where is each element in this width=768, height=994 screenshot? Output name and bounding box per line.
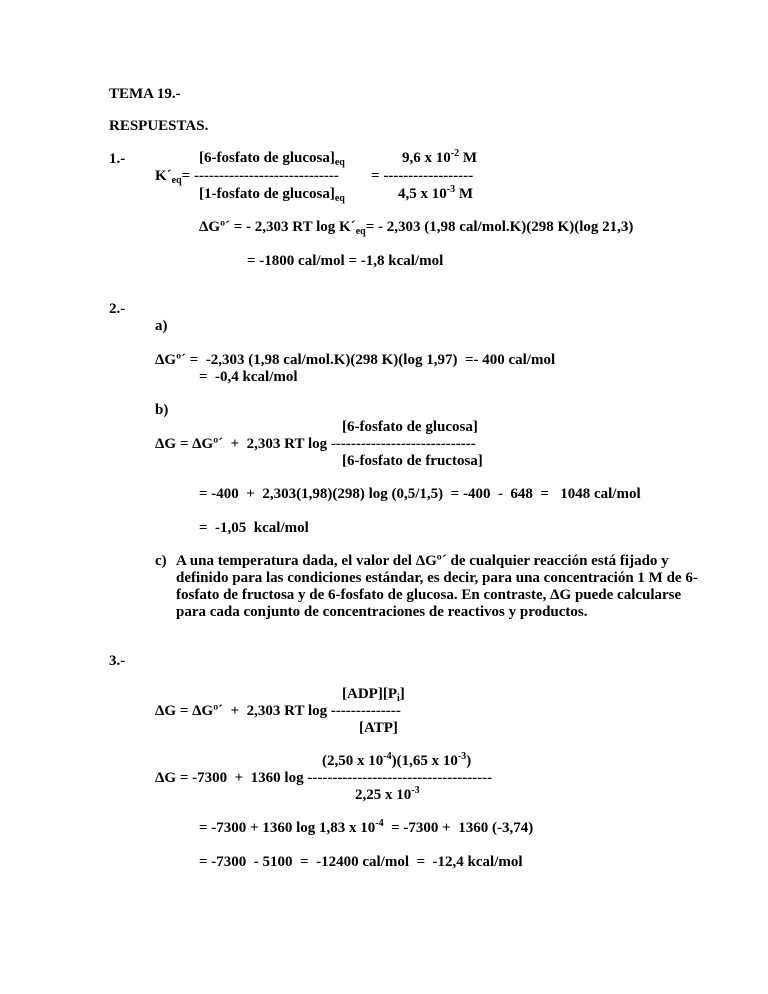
q1-second-fraction-line: = ------------------ <box>371 168 474 184</box>
q2-part-b-label: b) <box>155 402 169 418</box>
q3-step1: = -7300 + 1360 log 1,83 x $10^{-4} = -7300 + 1360$ (-3,74) <box>199 818 534 836</box>
q2-part-b-denominator: [6-fosfato de fructosa] <box>342 453 483 469</box>
q1-fraction-denominator: [1-fosfato de $glucosa]_{eq}$ <box>199 186 345 204</box>
q2-part-c-label: c) <box>155 553 167 569</box>
q2-part-b-result: = -1,05 kcal/mol <box>199 520 309 536</box>
q2-part-c-paragraph: A una temperatura dada, el valor del ΔGº´ de cualquier reacción está fijado y definido para las condiciones estándar, es decir, para una concentración 1 M de 6-fosfato de fructosa y de 6-fosfato de glucosa. En contraste, ΔG puede calcularse para cada conjunto de concentraciones de reactivos y productos. <box>176 553 698 620</box>
page-subtitle: RESPUESTAS. <box>109 118 209 134</box>
q1-value-numerator: 9,6 x $10^{-2}$ M <box>402 148 478 166</box>
q3-numeric-equation: ΔG = -7300 + 1360 log ------------------------------------- <box>155 770 493 786</box>
q1-value-denominator: 4,5 x $10^{-3}$ M <box>398 184 474 202</box>
q2-part-a-line1: ΔGº´ = -2,303 (1,98 cal/mol.K)(298 K)(log 1,97) =- 400 cal/mol <box>155 352 556 368</box>
q2-number: 2.- <box>109 301 126 317</box>
q2-part-a-line2: = -0,4 kcal/mol <box>199 369 298 385</box>
q3-step2: = -7300 - 5100 = -12400 cal/mol = -12,4 kcal/mol <box>199 854 523 870</box>
q1-delta-g-equation: ΔGº´ = - 2,303 RT $\log K´_{eq}= - 2,303$ (1,98 cal/mol.K)(298 K)(log 21,3) <box>199 219 634 237</box>
q1-result: = -1800 cal/mol = -1,8 kcal/mol <box>247 253 444 269</box>
q1-fraction-numerator: [6-fosfato de $glucosa]_{eq}$ <box>199 150 345 168</box>
q1-number: 1.- <box>109 151 126 167</box>
q2-part-b-equation: ΔG = ΔGº´ + 2,303 RT log ----------------------------- <box>155 436 476 452</box>
q3-denominator: [ATP] <box>359 720 398 736</box>
q3-numeric-numerator: (2,50 x $10^{-4})(1,65$ x $10^{-3}$) <box>322 751 472 769</box>
q2-part-a-label: a) <box>155 318 168 334</box>
page-title: TEMA 19.- <box>109 86 181 102</box>
q3-numerator: $[ADP][P_i]$ <box>342 686 405 704</box>
q3-numeric-denominator: 2,25 x $10^{-3}$ <box>355 785 420 803</box>
q3-number: 3.- <box>109 653 126 669</box>
q2-part-b-calculation: = -400 + 2,303(1,98)(298) log (0,5/1,5) = -400 - 648 = 1048 cal/mol <box>199 486 641 502</box>
q2-part-b-numerator: [6-fosfato de glucosa] <box>342 419 478 435</box>
q1-keq-line: $K´_{eq}=$ ----------------------------- <box>155 168 339 186</box>
q3-equation: ΔG = ΔGº´ + 2,303 RT log -------------- <box>155 703 401 719</box>
